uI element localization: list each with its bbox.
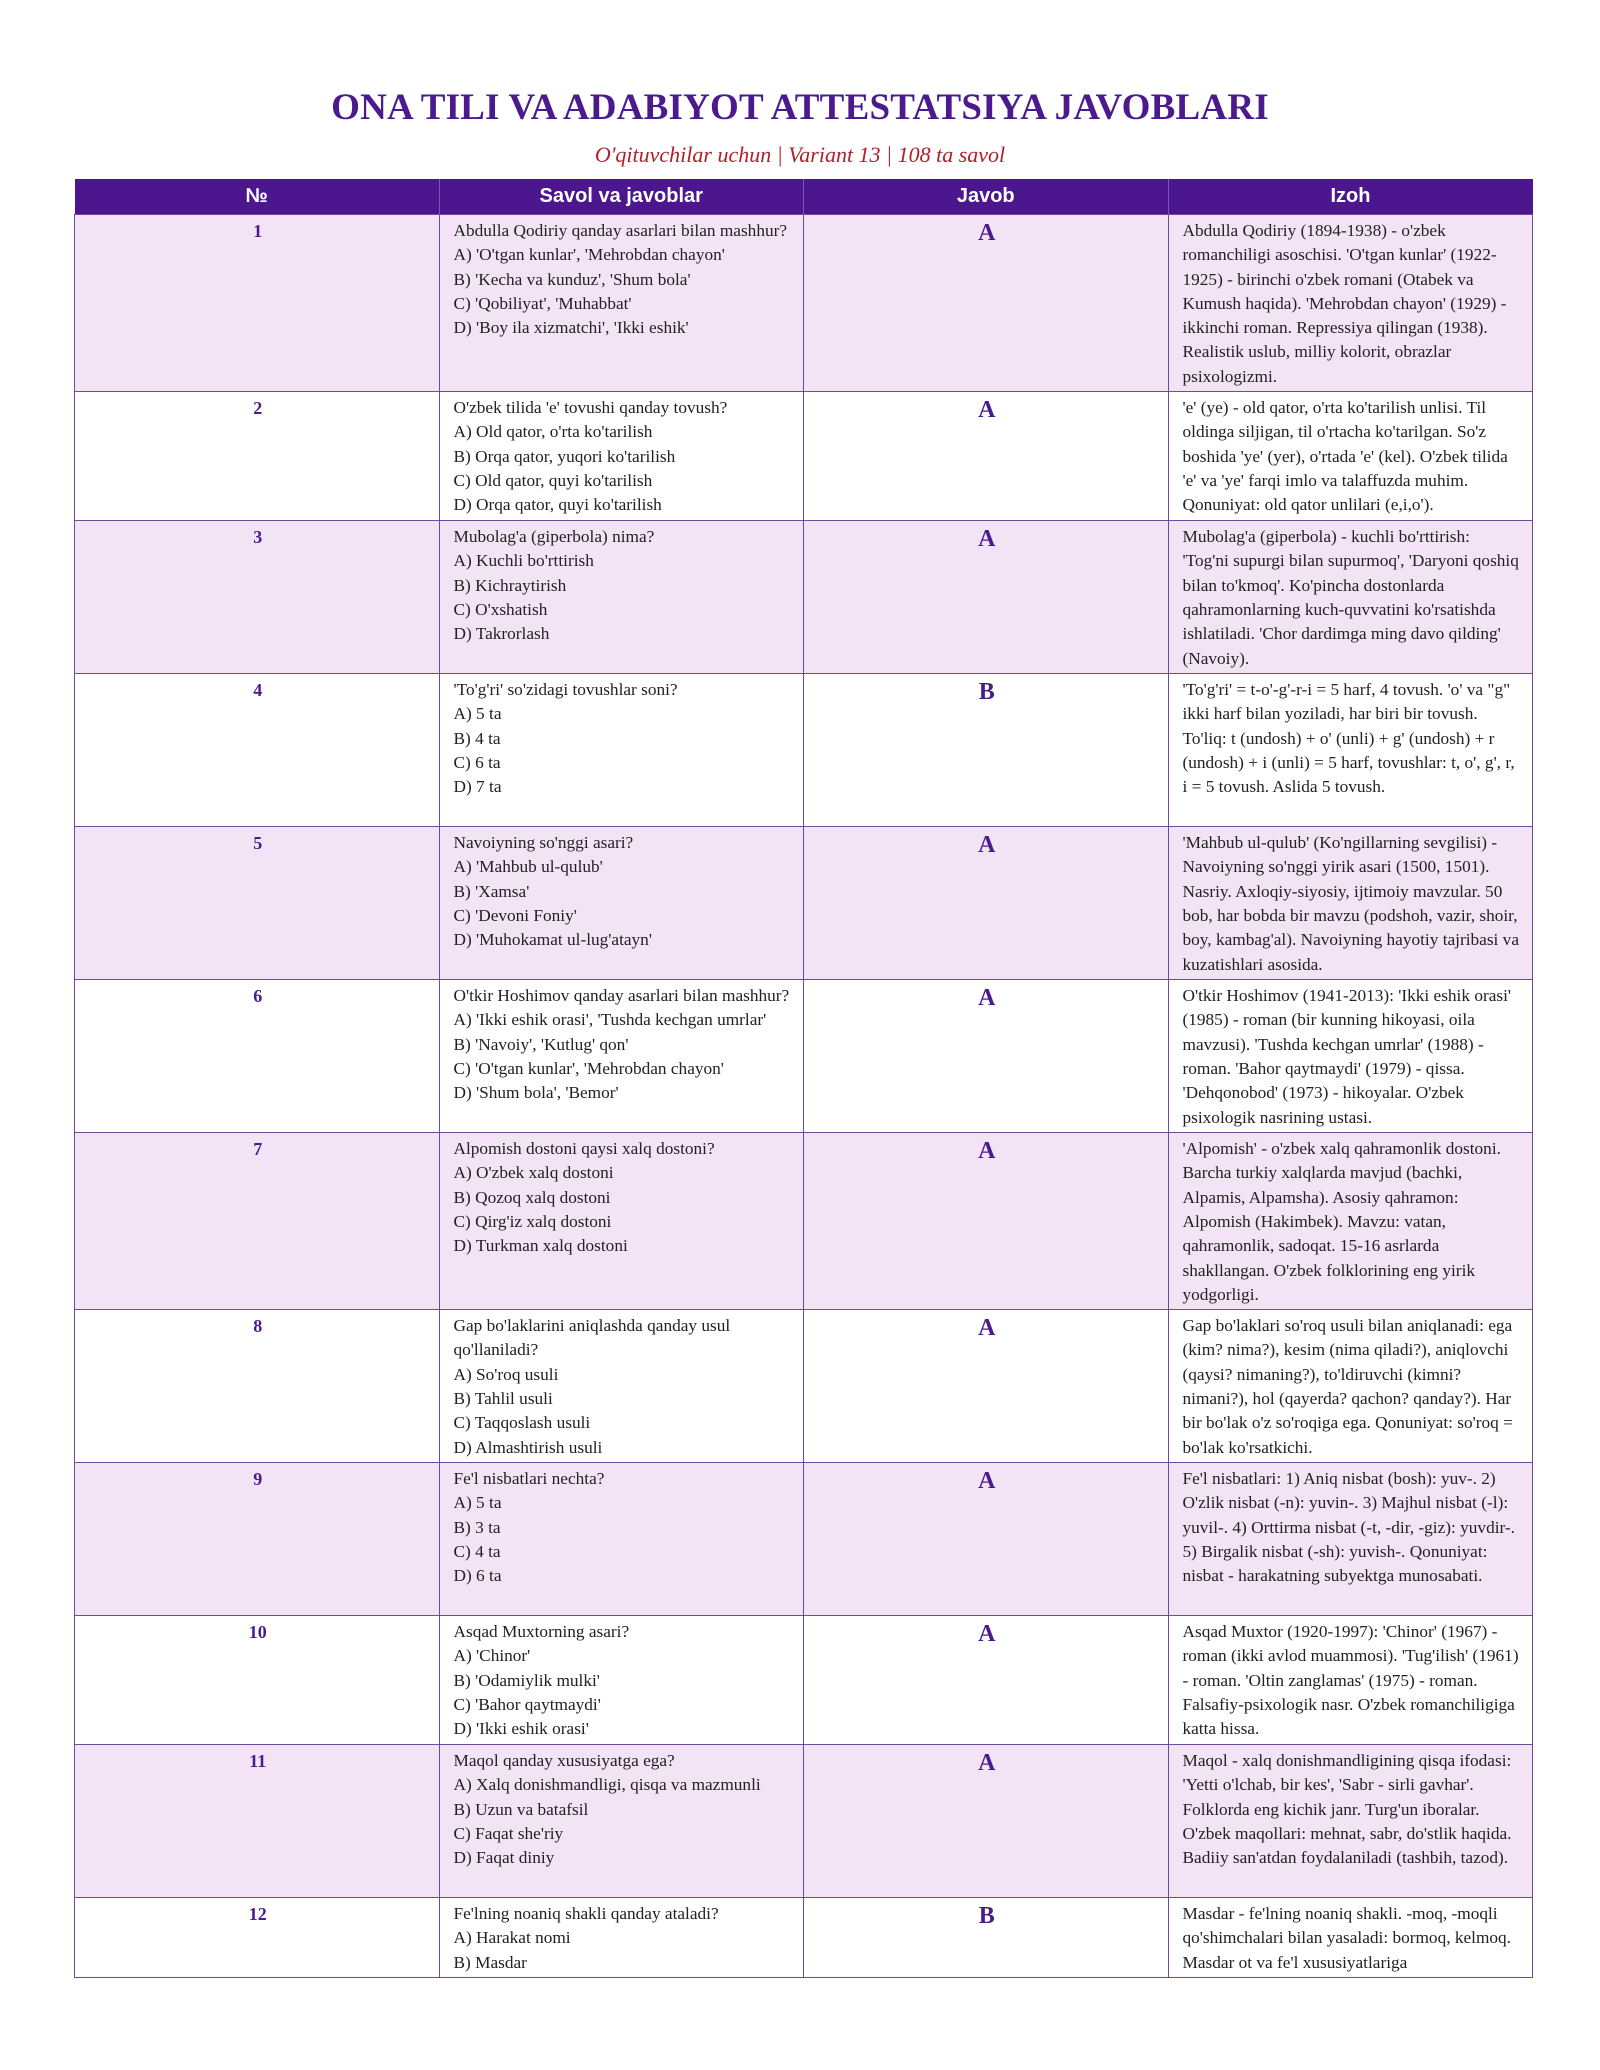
question-cell <box>439 827 804 980</box>
answer-option: B) 'Navoiy', 'Kutlug' qon' <box>453 1034 629 1054</box>
question-cell <box>439 1745 804 1898</box>
question-cell <box>439 521 804 674</box>
answer-option: A) 5 ta <box>453 1493 502 1513</box>
question-cell <box>439 392 804 521</box>
table-row <box>75 392 1533 521</box>
table-header-row <box>75 179 1533 215</box>
question-number: 8 <box>75 1310 440 1463</box>
table-row <box>75 1463 1533 1616</box>
correct-answer: A <box>804 1616 1169 1745</box>
question-number: 1 <box>75 215 440 392</box>
answers-table <box>74 179 1533 1978</box>
answer-option: C) 4 ta <box>453 1542 501 1562</box>
header-question: Savol va javoblar <box>439 179 804 215</box>
question-cell <box>439 674 804 827</box>
question-text: Alpomish dostoni qaysi xalq dostoni? <box>453 1139 715 1159</box>
answer-option: C) 'O'tgan kunlar', 'Mehrobdan chayon' <box>453 1058 724 1078</box>
question-text: Fe'l nisbatlari nechta? <box>453 1469 605 1489</box>
explanation-note: 'e' (ye) - old qator, o'rta ko'tarilish unlisi. Til oldinga siljigan, til o'rtacha ko'tarilgan. So'z boshida 'ye' (yer), o'rtada 'e' (kel). O'zbek tilida 'e' va 'ye' farqi imlo va talaffuzda muhim. Qonuniyat: old qator unlilari (e,i,o'). <box>1168 392 1533 521</box>
correct-answer: A <box>804 827 1169 980</box>
question-number: 11 <box>75 1745 440 1898</box>
header-answer: Javob <box>804 179 1169 215</box>
correct-answer: A <box>804 1745 1169 1898</box>
question-cell <box>439 215 804 392</box>
answer-option: A) Harakat nomi <box>453 1928 571 1948</box>
answer-option: A) Old qator, o'rta ko'tarilish <box>453 422 653 442</box>
question-number: 10 <box>75 1616 440 1745</box>
question-text: Fe'lning noaniq shakli qanday ataladi? <box>453 1904 719 1924</box>
table-row <box>75 1310 1533 1463</box>
correct-answer: A <box>804 392 1169 521</box>
answer-option: C) Taqqoslash usuli <box>453 1413 591 1433</box>
answer-option: A) Kuchli bo'rttirish <box>453 551 594 571</box>
answer-option: B) Kichraytirish <box>453 575 567 595</box>
document-subtitle: O'qituvchilar uchun | Variant 13 | 108 ta savol <box>594 142 1006 167</box>
correct-answer: A <box>804 215 1169 392</box>
question-number: 2 <box>75 392 440 521</box>
answer-option: B) 'Xamsa' <box>453 881 530 901</box>
correct-answer: A <box>804 1463 1169 1616</box>
explanation-note: Fe'l nisbatlari: 1) Aniq nisbat (bosh): yuv-. 2) O'zlik nisbat (-n): yuvin-. 3) Majhul nisbat (-l): yuvil-. 4) Orttirma nisbat (-t, -dir, -giz): yuvdir-. 5) Birgalik nisbat (-sh): yuvish-. Qonuniyat: nisbat - harakatning subyektga munosabati. <box>1168 1463 1533 1616</box>
answer-option: A) 'O'tgan kunlar', 'Mehrobdan chayon' <box>453 245 725 265</box>
table-row <box>75 827 1533 980</box>
question-cell <box>439 1310 804 1463</box>
answer-option: C) Qirg'iz xalq dostoni <box>453 1211 612 1231</box>
explanation-note: Asqad Muxtor (1920-1997): 'Chinor' (1967) - roman (ikki avlod muammosi). 'Tug'ilish' (1961) - roman. 'Oltin zanglamas' (1975) - roman. Falsafiy-psixologik nasr. O'zbek romanchiligiga katta hissa. <box>1168 1616 1533 1745</box>
answer-option: B) Orqa qator, yuqori ko'tarilish <box>453 446 676 466</box>
answer-option: D) 'Ikki eshik orasi' <box>453 1719 589 1739</box>
question-text: O'tkir Hoshimov qanday asarlari bilan mashhur? <box>453 986 790 1006</box>
answer-option: D) Almashtirish usuli <box>453 1437 603 1457</box>
header-number: № <box>75 179 440 215</box>
answer-option: C) Faqat she'riy <box>453 1824 564 1844</box>
answer-option: C) 'Devoni Foniy' <box>453 905 577 925</box>
answer-option: B) Qozoq xalq dostoni <box>453 1187 611 1207</box>
explanation-note: Mubolag'a (giperbola) - kuchli bo'rttirish: 'Tog'ni supurgi bilan supurmoq', 'Daryoni qoshiq bilan to'kmoq'. Ko'pincha dostonlarda qahramonlarning kuch-quvvatini ko'rsatishda ishlatiladi. 'Chor dardimga ming davo qilding' (Navoiy). <box>1168 521 1533 674</box>
explanation-note: Abdulla Qodiriy (1894-1938) - o'zbek romanchiligi asoschisi. 'O'tgan kunlar' (1922-1925) - birinchi o'zbek romani (Otabek va Kumush haqida). 'Mehrobdan chayon' (1929) - ikkinchi roman. Repressiya qilingan (1938). Realistik uslub, milliy kolorit, obrazlar psixologizmi. <box>1168 215 1533 392</box>
answer-option: D) 6 ta <box>453 1566 502 1586</box>
answer-option: B) 3 ta <box>453 1517 501 1537</box>
correct-answer: B <box>804 674 1169 827</box>
answer-option: A) 5 ta <box>453 704 502 724</box>
header-note: Izoh <box>1168 179 1533 215</box>
question-text: Maqol qanday xususiyatga ega? <box>453 1751 675 1771</box>
question-text: 'To'g'ri' so'zidagi tovushlar soni? <box>453 680 678 700</box>
table-row <box>75 1133 1533 1310</box>
answer-option: B) Masdar <box>453 1952 527 1972</box>
answer-option: A) O'zbek xalq dostoni <box>453 1163 614 1183</box>
answer-option: D) Orqa qator, quyi ko'tarilish <box>453 495 662 515</box>
answer-option: D) 'Muhokamat ul-lug'atayn' <box>453 930 652 950</box>
answer-option: C) 'Bahor qaytmaydi' <box>453 1695 601 1715</box>
question-number: 5 <box>75 827 440 980</box>
table-row <box>75 1616 1533 1745</box>
question-number: 6 <box>75 980 440 1133</box>
question-cell <box>439 980 804 1133</box>
answer-option: A) 'Chinor' <box>453 1646 531 1666</box>
explanation-note: Gap bo'laklari so'roq usuli bilan aniqlanadi: ega (kim? nima?), kesim (nima qiladi?), aniqlovchi (qaysi? nimaning?), to'ldiruvchi (kimni? nimani?), hol (qayerda? qachon? qanday?). Har bir bo'lak o'z so'roqiga ega. Qonuniyat: so'roq = bo'lak ko'rsatkichi. <box>1168 1310 1533 1463</box>
question-text: Abdulla Qodiriy qanday asarlari bilan mashhur? <box>453 221 788 240</box>
question-cell <box>439 1133 804 1310</box>
question-number: 4 <box>75 674 440 827</box>
question-number: 7 <box>75 1133 440 1310</box>
answer-option: C) 'Qobiliyat', 'Muhabbat' <box>453 293 632 313</box>
answer-option: A) 'Mahbub ul-qulub' <box>453 857 603 877</box>
answer-option: B) Tahlil usuli <box>453 1389 553 1409</box>
correct-answer: A <box>804 980 1169 1133</box>
answer-option: D) Takrorlash <box>453 624 550 644</box>
answer-option: D) Turkman xalq dostoni <box>453 1236 628 1256</box>
explanation-note: 'Mahbub ul-qulub' (Ko'ngillarning sevgilisi) - Navoiyning so'nggi yirik asari (1500, 1501). Nasriy. Axloqiy-siyosiy, ijtimoiy mavzular. 50 bob, har bobda bir mavzu (podshoh, vazir, shoir, boy, kambag'al). Navoiyning hayotiy tajribasi va kuzatishlari asosida. <box>1168 827 1533 980</box>
answer-option: D) 'Boy ila xizmatchi', 'Ikki eshik' <box>453 318 689 338</box>
table-row <box>75 1898 1533 1978</box>
document-title: ONA TILI VA ADABIYOT ATTESTATSIYA JAVOBLARI <box>331 87 1269 128</box>
correct-answer: A <box>804 521 1169 674</box>
question-text: Gap bo'laklarini aniqlashda qanday usul qo'llaniladi? <box>453 1316 731 1360</box>
answer-option: A) 'Ikki eshik orasi', 'Tushda kechgan umrlar' <box>453 1010 767 1030</box>
question-cell <box>439 1898 804 1978</box>
answer-option: A) So'roq usuli <box>453 1364 559 1384</box>
question-number: 12 <box>75 1898 440 1978</box>
table-row <box>75 521 1533 674</box>
answer-option: D) 'Shum bola', 'Bemor' <box>453 1083 619 1103</box>
explanation-note: Maqol - xalq donishmandligining qisqa ifodasi: 'Yetti o'lchab, bir kes', 'Sabr - sirli gavhar'. Folklorda eng kichik janr. Turg'un iboralar. O'zbek maqollari: mehnat, sabr, do'stlik haqida. Badiiy san'atdan foydalaniladi (tashbih, tazod). <box>1168 1745 1533 1898</box>
question-text: Navoiyning so'nggi asari? <box>453 833 634 853</box>
answer-option: C) O'xshatish <box>453 599 548 619</box>
table-row <box>75 1745 1533 1898</box>
answer-option: B) 'Odamiylik mulki' <box>453 1670 600 1690</box>
explanation-note: O'tkir Hoshimov (1941-2013): 'Ikki eshik orasi' (1985) - roman (bir kunning hikoyasi, oila mavzusi). 'Tushda kechgan umrlar' (1988) - roman. 'Bahor qaytmaydi' (1979) - qissa. 'Dehqonobod' (1973) - hikoyalar. O'zbek psixologik nasrining ustasi. <box>1168 980 1533 1133</box>
explanation-note: 'Alpomish' - o'zbek xalq qahramonlik dostoni. Barcha turkiy xalqlarda mavjud (bachki, Alpamis, Alpamsha). Asosiy qahramon: Alpomish (Hakimbek). Mavzu: vatan, qahramonlik, sadoqat. 15-16 asrlarda shakllangan. O'zbek folklorining eng yirik yodgorligi. <box>1168 1133 1533 1310</box>
correct-answer: B <box>804 1898 1169 1978</box>
correct-answer: A <box>804 1310 1169 1463</box>
table-row <box>75 674 1533 827</box>
question-number: 9 <box>75 1463 440 1616</box>
answer-option: A) Xalq donishmandligi, qisqa va mazmunli <box>453 1775 761 1795</box>
explanation-note: 'To'g'ri' = t-o'-g'-r-i = 5 harf, 4 tovush. 'o' va "g" ikki harf bilan yoziladi, har biri bir tovush. To'liq: t (undosh) + o' (unli) + g' (undosh) + r (undosh) + i (unli) = 5 harf, tovushlar: t, o', g', r, i = 5 tovush. Aslida 5 tovush. <box>1168 674 1533 827</box>
table-row <box>75 980 1533 1133</box>
question-text: O'zbek tilida 'e' tovushi qanday tovush? <box>453 398 728 418</box>
question-text: Mubolag'a (giperbola) nima? <box>453 527 655 547</box>
answer-option: B) 'Kecha va kunduz', 'Shum bola' <box>453 269 691 289</box>
question-cell <box>439 1616 804 1745</box>
question-number: 3 <box>75 521 440 674</box>
answer-option: D) 7 ta <box>453 777 502 797</box>
table-row <box>75 215 1533 392</box>
explanation-note: Masdar - fe'lning noaniq shakli. -moq, -moqli qo'shimchalari bilan yasaladi: bormoq, kelmoq. Masdar ot va fe'l xususiyatlariga <box>1168 1898 1533 1978</box>
answer-option: C) Old qator, quyi ko'tarilish <box>453 470 653 490</box>
question-cell <box>439 1463 804 1616</box>
answer-option: D) Faqat diniy <box>453 1848 555 1868</box>
answer-option: B) 4 ta <box>453 728 501 748</box>
answer-option: B) Uzun va batafsil <box>453 1799 589 1819</box>
answer-option: C) 6 ta <box>453 752 501 772</box>
correct-answer: A <box>804 1133 1169 1310</box>
question-text: Asqad Muxtorning asari? <box>453 1622 630 1642</box>
table-body <box>75 215 1533 1978</box>
